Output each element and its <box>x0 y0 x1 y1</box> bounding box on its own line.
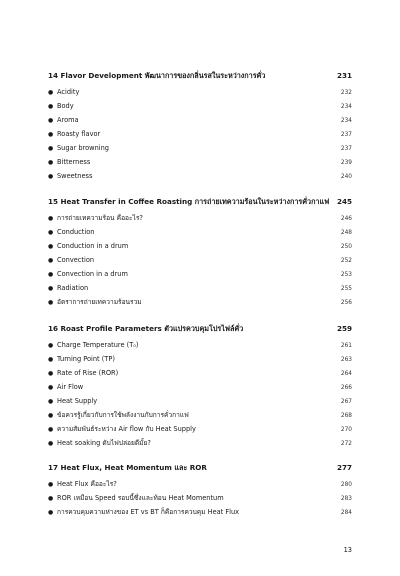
item-label: Convection <box>57 256 95 264</box>
toc-item <box>48 99 352 113</box>
bullet-icon: ● <box>48 356 54 363</box>
bullet-icon: ● <box>48 257 54 264</box>
item-page: 239 <box>340 160 352 166</box>
toc-item <box>48 352 352 366</box>
bullet-icon: ● <box>48 103 54 110</box>
toc-item <box>48 169 352 183</box>
toc-item <box>48 422 352 436</box>
toc-item <box>48 505 352 519</box>
item-label: Air Flow <box>57 383 84 391</box>
item-label: Bitterness <box>57 158 91 166</box>
bullet-icon: ● <box>48 89 54 96</box>
item-page: 232 <box>340 90 352 96</box>
item-label: ความสัมพันธ์ระหว่าง Air flow กับ Heat Supply <box>57 425 196 433</box>
item-page: 266 <box>340 385 352 391</box>
item-label: การควบคุมความห่างของ ET vs BT ก็คือการควบคุม Heat Flux <box>57 508 240 516</box>
item-page: 283 <box>340 496 352 502</box>
bullet-icon: ● <box>48 117 54 124</box>
toc-item <box>48 380 352 394</box>
section-title: 14 Flavor Development พัฒนาการของกลิ่นรสในระหว่างการคั่ว <box>48 71 266 80</box>
item-page: 234 <box>340 118 352 124</box>
section-title: 16 Roast Profile Parameters ตัวแปรควบคุมโปรไฟล์คั่ว <box>48 324 244 333</box>
item-page: 250 <box>340 244 352 250</box>
item-page: 272 <box>340 441 352 447</box>
section-items <box>48 477 352 519</box>
toc-item <box>48 295 352 309</box>
item-label: การถ่ายเทความร้อน คืออะไร? <box>57 214 143 222</box>
toc-section-14 <box>48 70 352 183</box>
item-page: 268 <box>340 413 352 419</box>
item-label: Heat Flux คืออะไร? <box>57 480 117 488</box>
item-label: Conduction <box>57 228 95 236</box>
toc-item <box>48 155 352 169</box>
bullet-icon: ● <box>48 173 54 180</box>
bullet-icon: ● <box>48 412 54 419</box>
item-page: 263 <box>340 357 352 363</box>
item-page: 248 <box>340 230 352 236</box>
toc-item <box>48 408 352 422</box>
item-page: 252 <box>340 258 352 264</box>
item-page: 264 <box>340 371 352 377</box>
bullet-icon: ● <box>48 285 54 292</box>
section-title: 15 Heat Transfer in Coffee Roasting การถ่ายเทความร้อนในระหว่างการคั่วกาแฟ <box>48 197 330 206</box>
toc-item <box>48 394 352 408</box>
section-heading <box>48 462 352 474</box>
bullet-icon: ● <box>48 299 54 306</box>
section-title: 17 Heat Flux, Heat Momentum และ ROR <box>48 463 207 472</box>
item-label: Heat soaking ดับไฟปล่อยดีมั้ย? <box>57 439 151 447</box>
toc-item <box>48 127 352 141</box>
toc-item <box>48 225 352 239</box>
item-page: 240 <box>340 174 352 180</box>
section-page: 259 <box>336 324 352 333</box>
bullet-icon: ● <box>48 271 54 278</box>
item-label: Acidity <box>57 88 80 96</box>
section-page: 231 <box>336 71 352 80</box>
toc-item <box>48 253 352 267</box>
toc-item <box>48 141 352 155</box>
bullet-icon: ● <box>48 145 54 152</box>
item-label: Radiation <box>57 284 89 292</box>
section-page: 277 <box>336 463 352 472</box>
item-page: 237 <box>340 146 352 152</box>
bullet-icon: ● <box>48 509 54 516</box>
item-label: Convection in a drum <box>57 270 128 278</box>
bullet-icon: ● <box>48 215 54 222</box>
item-page: 246 <box>340 216 352 222</box>
item-page: 234 <box>340 104 352 110</box>
section-items <box>48 211 352 309</box>
item-page: 267 <box>340 399 352 405</box>
bullet-icon: ● <box>48 159 54 166</box>
item-page: 237 <box>340 132 352 138</box>
bullet-icon: ● <box>48 384 54 391</box>
item-label: Body <box>57 102 74 110</box>
section-heading <box>48 196 352 208</box>
item-page: 280 <box>340 482 352 488</box>
bullet-icon: ● <box>48 243 54 250</box>
item-label: Turning Point (TP) <box>57 355 115 363</box>
item-label: Sugar browning <box>57 144 109 152</box>
item-label: ข้อควรรู้เกี่ยวกับการใช้พลังงานกับการคั่วกาแฟ <box>57 411 189 419</box>
item-label: Conduction in a drum <box>57 242 129 250</box>
bullet-icon: ● <box>48 481 54 488</box>
toc-item <box>48 211 352 225</box>
toc-item <box>48 267 352 281</box>
toc-item <box>48 366 352 380</box>
bullet-icon: ● <box>48 495 54 502</box>
item-page: 256 <box>340 300 352 306</box>
bullet-icon: ● <box>48 229 54 236</box>
item-page: 253 <box>340 272 352 278</box>
item-label: Roasty flavor <box>57 130 101 138</box>
toc-section-15 <box>48 196 352 309</box>
toc-item <box>48 239 352 253</box>
toc-item <box>48 477 352 491</box>
bullet-icon: ● <box>48 370 54 377</box>
toc-item <box>48 491 352 505</box>
bullet-icon: ● <box>48 131 54 138</box>
bullet-icon: ● <box>48 440 54 447</box>
item-page: 261 <box>340 343 352 349</box>
toc-item <box>48 436 352 450</box>
item-label: อัตราการถ่ายเทความร้อนรวม <box>57 298 142 306</box>
item-label: ROR เหมือน Speed รอบนี้ซึ่งและท้อน Heat Momentum <box>57 494 224 502</box>
item-page: 284 <box>340 510 352 516</box>
toc-section-17 <box>48 462 352 519</box>
toc-item <box>48 113 352 127</box>
bullet-icon: ● <box>48 342 54 349</box>
section-page: 245 <box>336 197 352 206</box>
page-number: 13 <box>343 546 352 554</box>
item-page: 255 <box>340 286 352 292</box>
toc-item <box>48 281 352 295</box>
item-label: Charge Temperature (T₀) <box>57 341 139 349</box>
item-label: Sweetness <box>57 172 93 180</box>
item-label: Aroma <box>57 116 79 124</box>
toc-section-16 <box>48 323 352 450</box>
toc-item <box>48 85 352 99</box>
bullet-icon: ● <box>48 426 54 433</box>
item-label: Heat Supply <box>57 397 98 405</box>
item-label: Rate of Rise (ROR) <box>57 369 119 377</box>
section-items <box>48 85 352 183</box>
section-items <box>48 338 352 450</box>
section-heading <box>48 323 352 335</box>
bullet-icon: ● <box>48 398 54 405</box>
section-heading <box>48 70 352 82</box>
item-page: 270 <box>340 427 352 433</box>
toc-item <box>48 338 352 352</box>
